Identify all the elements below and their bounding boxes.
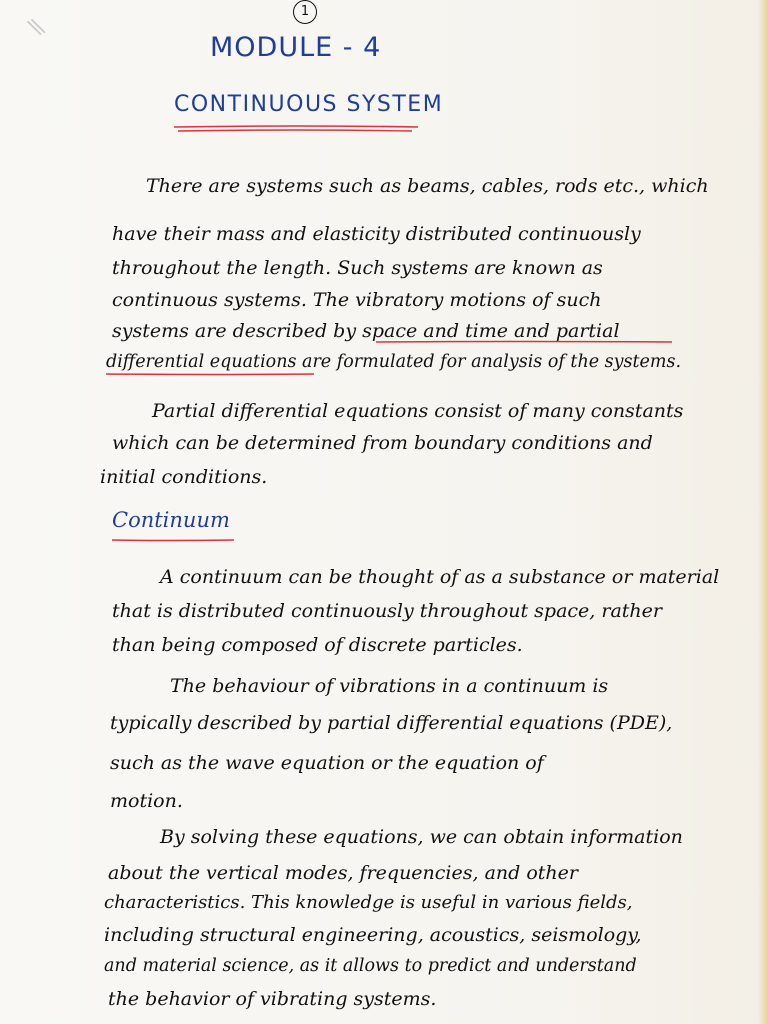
continuum-p2-line-3: such as the wave equation or the equation of — [110, 752, 544, 774]
continuum-p3-line-5: and material science, as it allows to predict and understand — [104, 956, 637, 976]
document-title: CONTINUOUS SYSTEM — [174, 92, 444, 117]
continuum-p3-line-2: about the vertical modes, frequencies, and other — [108, 862, 578, 884]
continuum-p3-line-3: characteristics. This knowledge is useful in various fields, — [104, 892, 633, 913]
underline-space-time — [374, 340, 674, 344]
intro-line-5: systems are described by space and time and partial — [112, 320, 620, 342]
continuum-p1-line-1: A continuum can be thought of as a substance or material — [160, 566, 720, 588]
page-number: 1 — [293, 0, 317, 24]
intro-line-1: There are systems such as beams, cables, rods etc., which — [146, 175, 709, 197]
continuum-p2-line-2: typically described by partial differential equations (PDE), — [110, 712, 673, 734]
corner-mark: \\ — [25, 15, 45, 42]
pde-line-3: initial conditions. — [100, 466, 268, 488]
page-edge — [758, 0, 768, 1024]
continuum-p1-line-3: than being composed of discrete particles. — [112, 634, 523, 656]
title-underline — [172, 124, 420, 134]
module-title: MODULE - 4 — [210, 32, 382, 63]
pde-line-2: which can be determined from boundary conditions and — [112, 432, 653, 454]
intro-line-6: differential equations are formulated for analysis of the systems. — [106, 352, 682, 372]
intro-line-3: throughout the length. Such systems are known as — [112, 257, 603, 279]
continuum-p3-line-1: By solving these equations, we can obtain information — [160, 826, 683, 848]
continuum-p3-line-6: the behavior of vibrating systems. — [108, 988, 437, 1010]
underline-differential-equations — [104, 372, 316, 376]
intro-line-2: have their mass and elasticity distributed continuously — [112, 223, 641, 245]
continuum-p1-line-2: that is distributed continuously throughout space, rather — [112, 600, 662, 622]
continuum-p2-line-4: motion. — [110, 790, 183, 812]
section-underline — [110, 538, 236, 542]
pde-line-1: Partial differential equations consist of many constants — [152, 400, 684, 422]
intro-line-4: continuous systems. The vibratory motions of such — [112, 289, 602, 311]
section-heading-continuum: Continuum — [112, 508, 230, 532]
continuum-p2-line-1: The behaviour of vibrations in a continuum is — [170, 675, 609, 697]
continuum-p3-line-4: including structural engineering, acoustics, seismology, — [104, 924, 642, 946]
